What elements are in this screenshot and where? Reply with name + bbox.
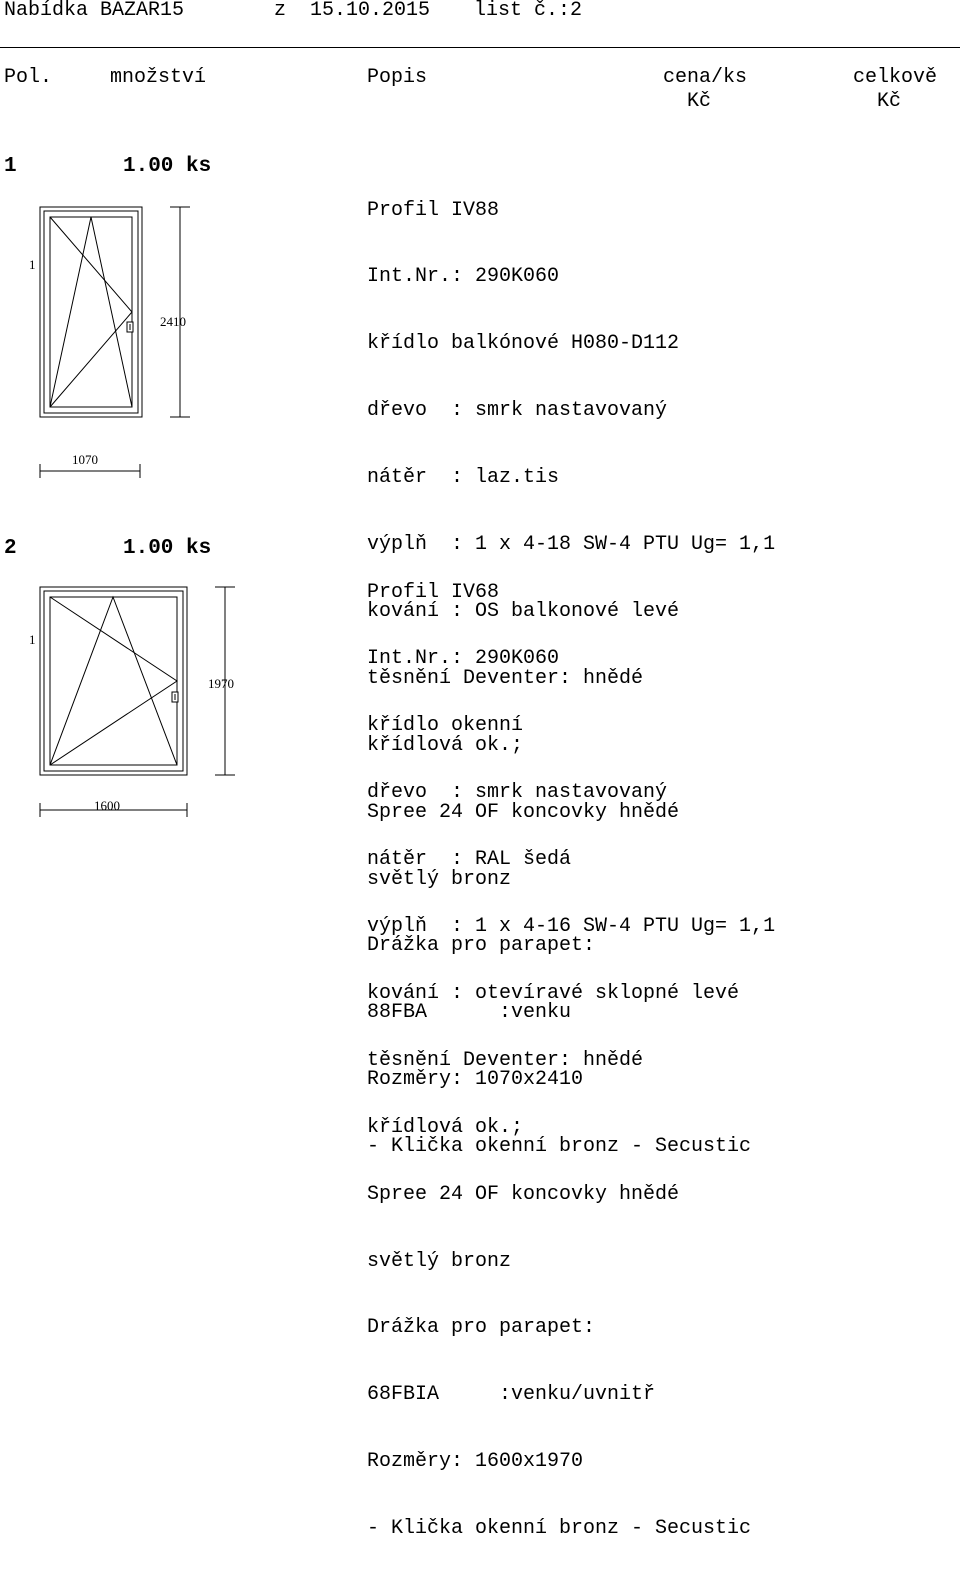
- item-2-line: křídlo okenní: [367, 714, 524, 738]
- header-divider: [0, 47, 960, 48]
- item-1-glass: [50, 217, 132, 407]
- item-2-height-label: 1970: [208, 676, 234, 691]
- item-1-line: křídlo balkónové H080-D112: [367, 332, 680, 356]
- item-2-frame-inner: [44, 591, 183, 771]
- item-1-width-label: 1070: [72, 452, 98, 467]
- item-1-line: 88FBA :venku: [367, 1001, 572, 1025]
- col-header-qty: množství: [110, 66, 207, 89]
- item-2-line: křídlová ok.;: [367, 1115, 524, 1139]
- sheet-number: list č.:2: [474, 0, 583, 22]
- item-2-line: Rozměry: 1600x1970: [367, 1450, 584, 1474]
- item-2-frame-outer: [40, 587, 187, 775]
- item-1-line: Rozměry: 1070x2410: [367, 1068, 584, 1092]
- item-1-line: Profil IV88: [367, 198, 500, 222]
- item-1-line: výplň : 1 x 4-18 SW-4 PTU Ug= 1,1: [367, 533, 776, 557]
- item-1-pos: 1: [4, 155, 17, 178]
- item-2-line: Spree 24 OF koncovky hnědé: [367, 1182, 680, 1206]
- item-2-line: světlý bronz: [367, 1249, 512, 1273]
- item-2-line: Int.Nr.: 290K060: [367, 647, 560, 671]
- item-2-window-drawing: [0, 570, 260, 870]
- col-header-desc: Popis: [367, 66, 428, 89]
- item-1-line: dřevo : smrk nastavovaný: [367, 399, 668, 423]
- col-header-total: celkově: [853, 66, 938, 89]
- item-1-line: Int.Nr.: 290K060: [367, 265, 560, 289]
- item-1-line: Spree 24 OF koncovky hnědé: [367, 800, 680, 824]
- col-header-unit-price-currency: Kč: [687, 90, 712, 113]
- item-1-line: těsnění Deventer: hnědé: [367, 666, 644, 690]
- item-2-tilt-lines: [50, 597, 177, 765]
- item-2-line: nátěr : RAL šedá: [367, 848, 572, 872]
- item-1-sash-number: 1: [29, 257, 36, 272]
- item-2-pos: 2: [4, 537, 17, 560]
- item-1-tilt-lines: [50, 217, 132, 407]
- item-1-height-label: 2410: [160, 314, 186, 329]
- col-header-pos: Pol.: [4, 66, 53, 89]
- item-2-line: těsnění Deventer: hnědé: [367, 1048, 644, 1072]
- item-2-line: 68FBIA :venku/uvnitř: [367, 1383, 656, 1407]
- document-date: z 15.10.2015: [274, 0, 431, 22]
- document-title: Nabídka BAZAR15: [4, 0, 185, 22]
- item-2-width-label: 1600: [94, 798, 120, 813]
- item-2-qty: 1.00 ks: [123, 537, 212, 560]
- item-1-line: - Klička okenní bronz - Secustic: [367, 1135, 752, 1159]
- item-1-line: křídlová ok.;: [367, 733, 524, 757]
- col-header-unit-price: cena/ks: [663, 66, 748, 89]
- item-2-turn-lines: [50, 597, 177, 765]
- item-2-line: Profil IV68: [367, 580, 500, 604]
- item-2-line: výplň : 1 x 4-16 SW-4 PTU Ug= 1,1: [367, 915, 776, 939]
- item-2-glass: [50, 597, 177, 765]
- item-1-frame-outer: [40, 207, 142, 417]
- item-2-sash-number: 1: [29, 632, 36, 647]
- item-1-line: Drážka pro parapet:: [367, 934, 596, 958]
- item-2-line: dřevo : smrk nastavovaný: [367, 781, 668, 805]
- item-1-line: kování : OS balkonové levé: [367, 599, 680, 623]
- item-1-line: nátěr : laz.tis: [367, 466, 560, 490]
- item-2-description: [367, 537, 775, 1585]
- item-1-qty: 1.00 ks: [123, 155, 212, 178]
- item-2-line: kování : otevíravé sklopné levé: [367, 981, 740, 1005]
- item-2-line: Drážka pro parapet:: [367, 1316, 596, 1340]
- item-2-line: - Klička okenní bronz - Secustic: [367, 1517, 752, 1541]
- col-header-total-currency: Kč: [877, 90, 902, 113]
- item-1-line: světlý bronz: [367, 867, 512, 891]
- item-1-window-drawing: [0, 190, 200, 530]
- item-1-turn-lines: [50, 217, 132, 407]
- item-1-frame-inner: [44, 211, 138, 413]
